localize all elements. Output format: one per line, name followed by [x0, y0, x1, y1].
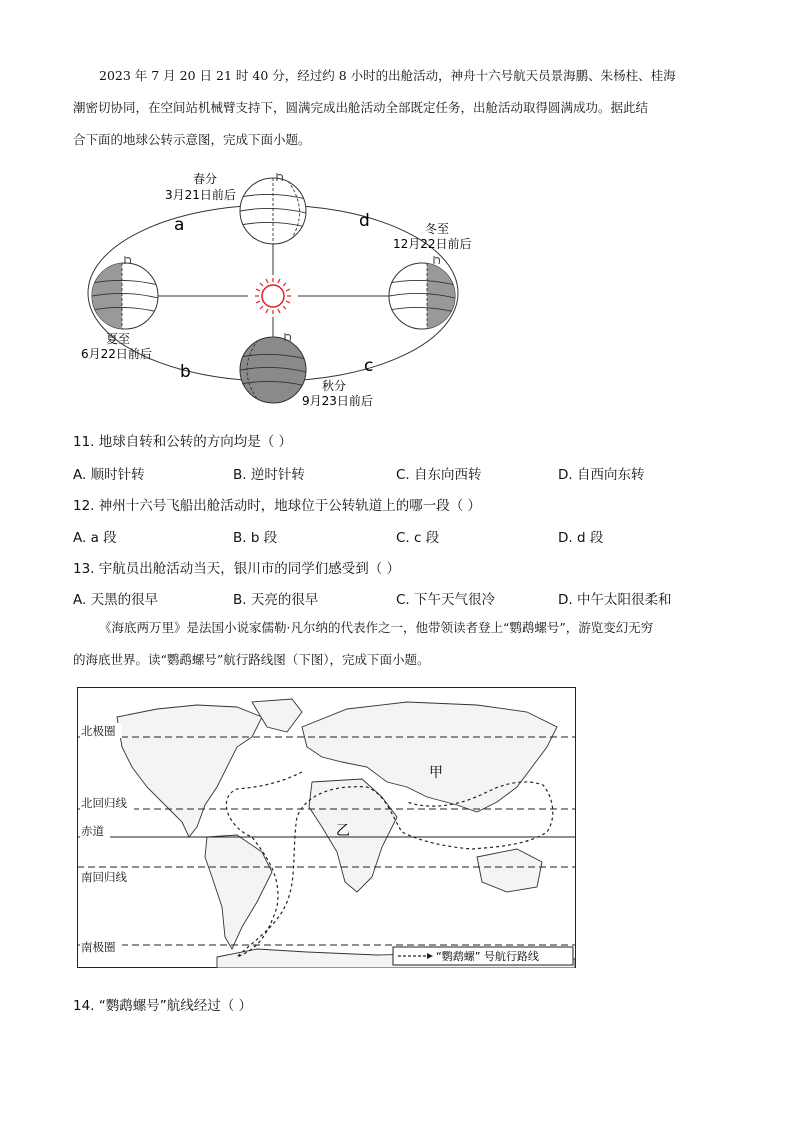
tropic-of-cancer-label: 北回归线	[81, 796, 127, 810]
spring-date: 3月21日前后	[165, 188, 236, 202]
passage-2	[73, 612, 721, 676]
earth-autumn-equinox	[240, 333, 306, 403]
passage-1	[73, 60, 721, 156]
q11-option-a: A. 顺时针转	[73, 467, 145, 483]
q12-option-a: A. a 段	[73, 530, 117, 546]
segment-c-label: c	[364, 356, 374, 376]
passage-2-line-1: 《海底两万里》是法国小说家儒勒·凡尔纳的代表作之一，他带领读者登上“鹦鹉螺号”，游览变幻无穷	[99, 620, 654, 635]
tropic-of-capricorn-label: 南回归线	[81, 870, 127, 884]
earth-orbit-diagram	[60, 165, 480, 415]
earth-spring-equinox	[240, 173, 306, 244]
antarctic-circle-label: 南极圈	[81, 940, 116, 954]
q13-option-b: B. 天亮的很早	[233, 592, 319, 608]
nautilus-route-map	[77, 687, 576, 968]
summer-name: 夏至	[106, 332, 131, 346]
label-yi: 乙	[336, 823, 350, 839]
sun-icon	[255, 278, 291, 314]
passage-1-line-3: 合下面的地球公转示意图，完成下面小题。	[73, 132, 311, 147]
q13-option-a: A. 天黑的很早	[73, 592, 159, 608]
q12-option-d: D. d 段	[558, 530, 604, 546]
q12-option-c: C. c 段	[396, 530, 440, 546]
segment-a-label: a	[174, 215, 185, 235]
segment-b-label: b	[180, 362, 191, 382]
question-12-stem: 12. 神州十六号飞船出舱活动时，地球位于公转轨道上的哪一段（ ）	[73, 498, 482, 514]
label-jia: 甲	[429, 765, 443, 781]
passage-2-line-2: 的海底世界。读“鹦鹉螺号”航行路线图（下图），完成下面小题。	[73, 652, 430, 667]
q11-option-b: B. 逆时针转	[233, 467, 305, 483]
map-legend	[393, 947, 573, 965]
autumn-name: 秋分	[322, 379, 347, 393]
spring-name: 春分	[193, 172, 218, 186]
question-13-stem: 13. 宇航员出舱活动当天，银川市的同学们感受到（ ）	[73, 561, 401, 577]
passage-1-line-1: 2023 年 7 月 20 日 21 时 40 分，经过约 8 小时的出舱活动，神舟十六号航天员景海鹏、朱杨柱、桂海	[99, 68, 676, 83]
passage-1-line-2: 潮密切协同，在空间站机械臂支持下，圆满完成出舱活动全部既定任务，出舱活动取得圆满成功。据此结	[73, 100, 649, 115]
arctic-circle-label: 北极圈	[81, 724, 116, 738]
summer-date: 6月22日前后	[81, 347, 152, 361]
segment-d-label: d	[359, 211, 370, 231]
q11-option-d: D. 自西向东转	[558, 467, 645, 483]
autumn-date: 9月23日前后	[302, 394, 373, 408]
equator-label: 赤道	[81, 824, 104, 838]
q11-option-c: C. 自东向西转	[396, 467, 482, 483]
earth-summer-solstice	[92, 256, 158, 329]
q12-option-b: B. b 段	[233, 530, 278, 546]
q13-option-d: D. 中午太阳很柔和	[558, 592, 672, 608]
earth-winter-solstice	[389, 256, 457, 329]
legend-label: “鹦鹉螺” 号航行路线	[436, 950, 539, 963]
question-11-stem: 11. 地球自转和公转的方向均是（ ）	[73, 434, 293, 450]
winter-name: 冬至	[425, 222, 450, 236]
question-14-stem: 14. “鹦鹉螺号”航线经过（ ）	[73, 998, 253, 1014]
q13-option-c: C. 下午天气很冷	[396, 592, 496, 608]
winter-date: 12月22日前后	[393, 237, 472, 251]
